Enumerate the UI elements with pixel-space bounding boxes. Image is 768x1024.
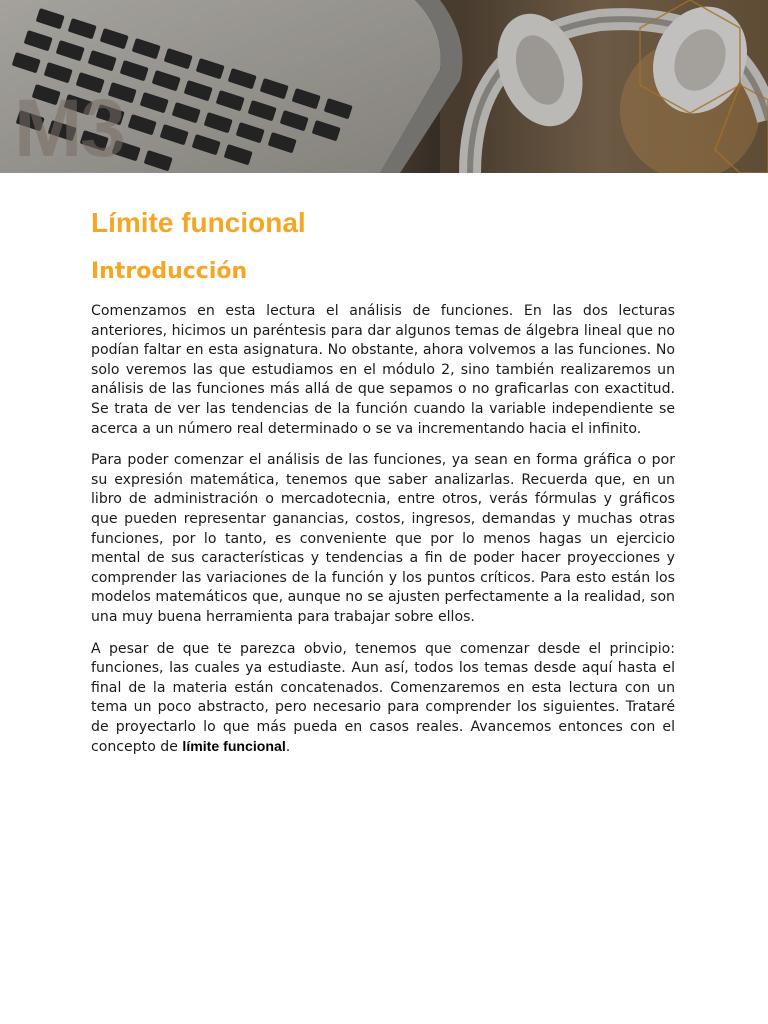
paragraph-2: Para poder comenzar el análisis de las funciones, ya sean en forma gráfica o por su expresión matemática, tenemos que saber analizarlas. Recuerda que, en un libro de administración o mercadotecnia, entre otros, verás fórmulas y gráficos que pueden representar ganancias, costos, ingresos, demandas y muchas otras funciones, por lo tanto, es conveniente que por lo menos hagas un ejercicio mental de sus características y tendencias a fin de poder hacer proyecciones y comprender las variaciones de la función y los puntos críticos. Para esto están los modelos matemáticos que, aunque no se ajusten perfectamente a la realidad, son una muy buena herramienta para trabajar sobre ellos.: [91, 452, 675, 625]
paragraph-3: [91, 640, 675, 759]
page-title: Límite funcional: [91, 207, 306, 238]
paragraph-3-period: .: [285, 739, 291, 756]
module-code-watermark: M3: [14, 83, 124, 173]
section-title: Introducción: [91, 259, 248, 284]
paragraph-3-text: A pesar de que te parezca obvio, tenemos que comenzar desde el principio: funciones, las cuales ya estudiaste. Aun así, todos los temas desde aquí hasta el final de la materia están concatenados. Comenzaremos en esta lectura con un tema un poco abstracto, pero necesario para comprender los siguientes. Trataré de proyectarlo lo que más pueda en casos reales. Avancemos entonces con el concepto de: [91, 640, 675, 756]
header-banner-image: [0, 0, 768, 173]
paragraph-1: Comenzamos en esta lectura el análisis de funciones. En las dos lecturas anteriores, hicimos un paréntesis para dar algunos temas de álgebra lineal que no podían faltar en esta asignatura. No obstante, ahora volvemos a las funciones. No solo veremos las que estudiamos en el módulo 2, sino también realizaremos un análisis de las funciones más allá de que sepamos o no graficarlas con exactitud. Se trata de ver las tendencias de la función cuando la variable independiente se acerca a un número real determinado o se va incrementando hacia el infinito.: [91, 303, 675, 437]
document-content: [91, 204, 675, 758]
key-term: límite funcional: [182, 738, 286, 755]
